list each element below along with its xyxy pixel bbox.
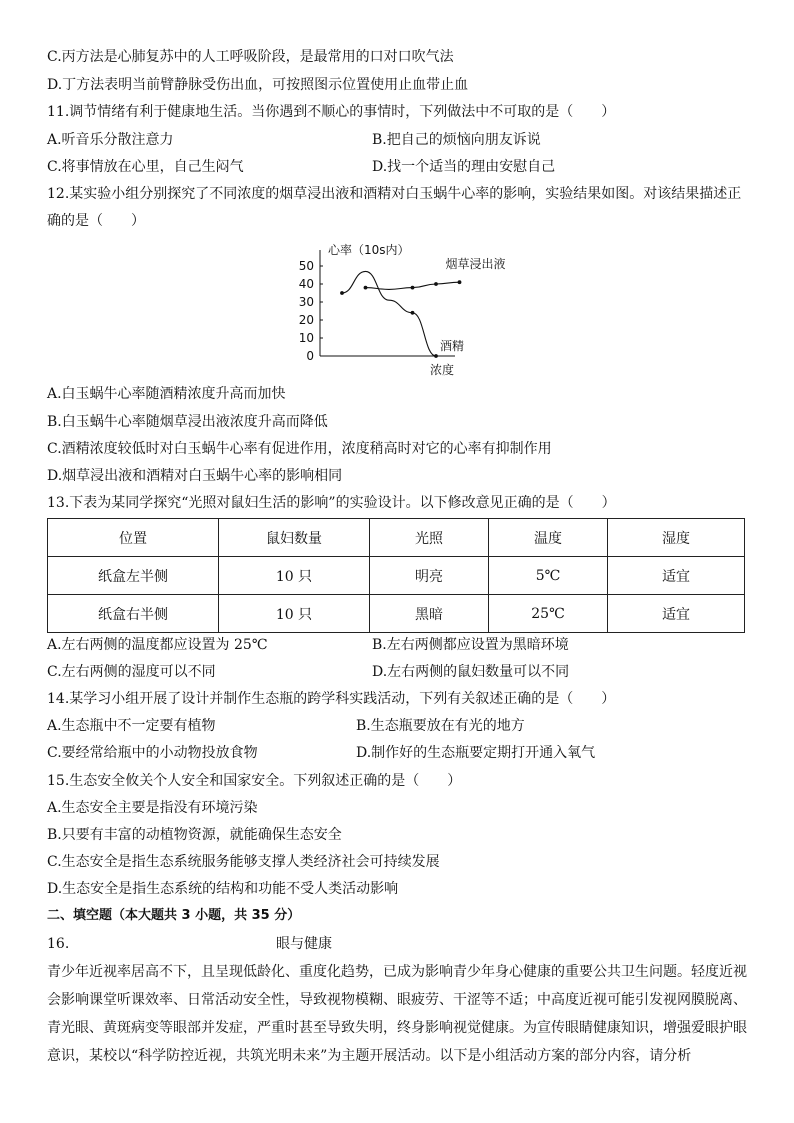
x-axis-label: 浓度	[430, 363, 455, 377]
data-point	[434, 282, 438, 286]
q12-stem-line2: 确的是（ ）	[47, 213, 145, 229]
section-heading: 二、填空题（本大题共 3 小题，共 35 分）	[47, 908, 301, 923]
table-cell: 25℃	[489, 595, 608, 633]
q13-option-a: A.左右两侧的温度都应设置为 25℃	[47, 637, 268, 653]
table-cell: 纸盒右半侧	[48, 595, 219, 633]
table-cell: 明亮	[370, 557, 489, 595]
q15-option-b: B.只要有丰富的动植物资源，就能确保生态安全	[47, 827, 342, 843]
q16-number: 16.	[47, 936, 70, 952]
series-label: 烟草浸出液	[445, 257, 506, 272]
q16-passage: 青少年近视率居高不下，且呈现低龄化、重度化趋势，已成为影响青少年身心健康的重要公共卫生问题。轻度近视会影响课堂听课效率、日常活动安全性，导致视物模糊、眼疲劳、干涩等不适；中高度近视可能引发视网膜脱离、青光眼、黄斑病变等眼部并发症，严重时甚至导致失明，终身影响视觉健康。为宣传眼睛健康知识，增强爱眼护眼意识，某校以“科学防控近视，共筑光明未来”为主题开展活动。以下是小组活动方案的部分内容，请分析	[47, 964, 747, 1064]
y-axis-label: 心率（10s内）	[328, 243, 410, 257]
table-header-cell: 光照	[370, 519, 489, 557]
q13-option-d: D.左右两侧的鼠妇数量可以不同	[372, 664, 570, 680]
q11-stem: 11.调节情绪有利于健康地生活。当你遇到不顺心的事情时，下列做法中不可取的是（ ）	[47, 104, 616, 120]
q10-option-c: C.丙方法是心肺复苏中的人工呼吸阶段，是最常用的口对口吹气法	[47, 49, 454, 65]
q13-stem: 13.下表为某同学探究“光照对鼠妇生活的影响”的实验设计。以下修改意见正确的是（ ）	[47, 495, 616, 511]
q14-option-d: D.制作好的生态瓶要定期打开通入氧气	[356, 745, 596, 761]
heart-rate-chart	[290, 238, 510, 380]
q10-option-d: D.丁方法表明当前臂静脉受伤出血，可按照图示位置使用止血带止血	[47, 77, 469, 93]
table-cell: 黑暗	[370, 595, 489, 633]
table-cell: 适宜	[608, 557, 745, 595]
y-tick-label: 50	[298, 259, 314, 273]
q13-experiment-table	[47, 518, 745, 633]
y-tick-label: 30	[298, 295, 314, 309]
table-header-row	[48, 519, 745, 557]
q15-option-c: C.生态安全是指生态系统服务能够支撑人类经济社会可持续发展	[47, 854, 440, 870]
q14-option-b: B.生态瓶要放在有光的地方	[356, 718, 525, 734]
y-tick-label: 20	[298, 313, 314, 327]
data-point	[340, 291, 344, 295]
table-header-cell: 位置	[48, 519, 219, 557]
q12-option-d: D.烟草浸出液和酒精对白玉蜗牛心率的影响相同	[47, 468, 343, 484]
q15-option-d: D.生态安全是指生态系统的结构和功能不受人类活动影响	[47, 881, 399, 897]
table-row	[48, 595, 745, 633]
y-tick-label: 40	[298, 277, 314, 291]
q14-option-a: A.生态瓶中不一定要有植物	[47, 718, 216, 734]
table-cell: 适宜	[608, 595, 745, 633]
series-line-1	[342, 271, 436, 356]
q16-title: 眼与健康	[276, 936, 332, 952]
q11-option-b: B.把自己的烦恼向朋友诉说	[372, 132, 541, 148]
q11-option-d: D.找一个适当的理由安慰自己	[372, 159, 556, 175]
y-tick-label: 0	[306, 349, 314, 363]
data-point	[411, 286, 415, 290]
table-row	[48, 557, 745, 595]
table-cell: 5℃	[489, 557, 608, 595]
data-point	[411, 311, 415, 315]
data-point	[364, 286, 368, 290]
q11-option-c: C.将事情放在心里，自己生闷气	[47, 159, 244, 175]
q11-option-a: A.听音乐分散注意力	[47, 132, 174, 148]
q13-option-c: C.左右两侧的湿度可以不同	[47, 664, 216, 680]
q15-stem: 15.生态安全攸关个人安全和国家安全。下列叙述正确的是（ ）	[47, 773, 462, 789]
series-label: 酒精	[440, 339, 465, 353]
data-point	[458, 280, 462, 284]
y-tick-label: 10	[298, 331, 314, 345]
table-cell: 10 只	[219, 557, 370, 595]
q13-option-b: B.左右两侧都应设置为黑暗环境	[372, 637, 569, 653]
q12-stem-line1: 12.某实验小组分别探究了不同浓度的烟草浸出液和酒精对白玉蜗牛心率的影响，实验结果如图。对该结果描述正	[47, 186, 742, 202]
q15-option-a: A.生态安全主要是指没有环境污染	[47, 800, 258, 816]
q12-option-b: B.白玉蜗牛心率随烟草浸出液浓度升高而降低	[47, 414, 328, 430]
table-header-cell: 温度	[489, 519, 608, 557]
table-header-cell: 湿度	[608, 519, 745, 557]
table-cell: 纸盒左半侧	[48, 557, 219, 595]
table-cell: 10 只	[219, 595, 370, 633]
q14-option-c: C.要经常给瓶中的小动物投放食物	[47, 745, 258, 761]
data-point	[434, 354, 438, 358]
q12-option-a: A.白玉蜗牛心率随酒精浓度升高而加快	[47, 386, 286, 402]
table-header-cell: 鼠妇数量	[219, 519, 370, 557]
q14-stem: 14.某学习小组开展了设计并制作生态瓶的跨学科实践活动，下列有关叙述正确的是（ ）	[47, 691, 616, 707]
q12-option-c: C.酒精浓度较低时对白玉蜗牛心率有促进作用，浓度稍高时对它的心率有抑制作用	[47, 441, 552, 457]
